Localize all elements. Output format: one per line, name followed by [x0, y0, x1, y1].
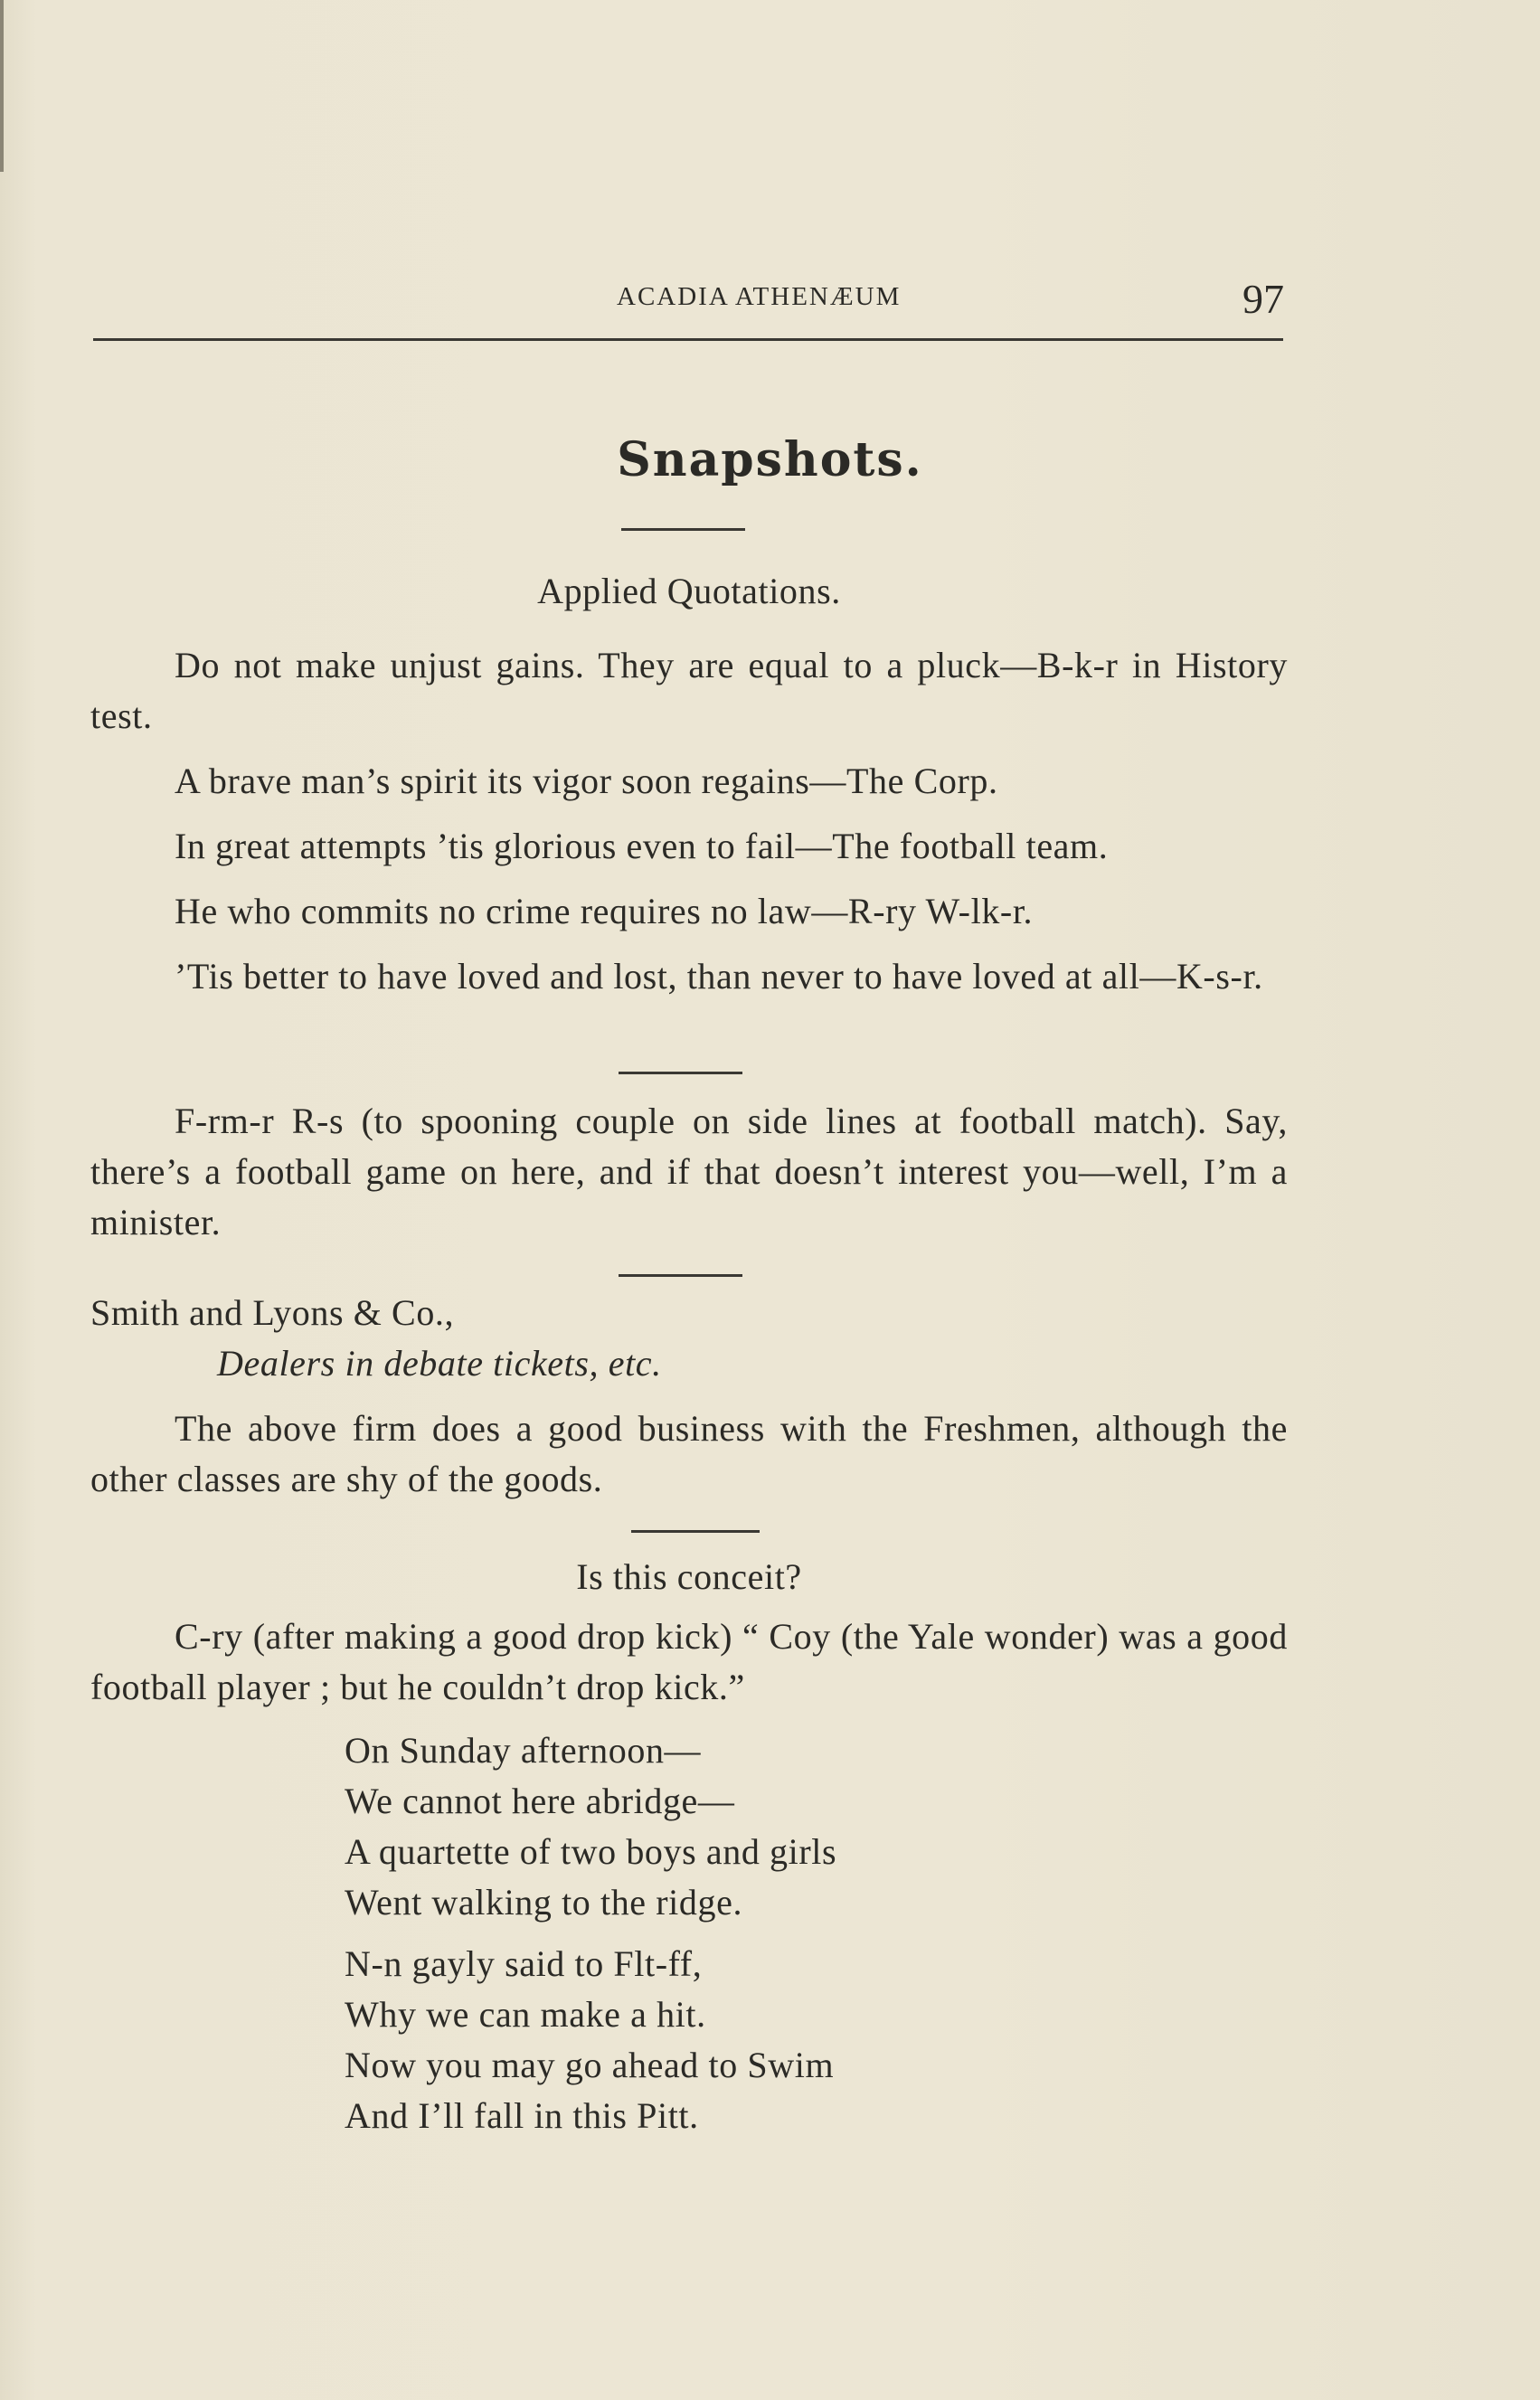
- firm-block: [90, 1288, 1288, 1505]
- firm-name: Smith and Lyons & Co.,: [90, 1292, 455, 1333]
- firm-line: Dealers in debate tickets, etc.: [217, 1343, 662, 1384]
- verse-line: Went walking to the ridge.: [345, 1882, 743, 1923]
- verse-stanza-1: [345, 1725, 1068, 1928]
- verse-line: On Sunday afternoon—: [345, 1730, 702, 1771]
- conceit-heading: Is this conceit?: [576, 1556, 802, 1597]
- quote-2: A brave man’s spirit its vigor soon regains—The Corp.: [175, 761, 998, 801]
- journal-title: ACADIA ATHENÆUM: [617, 282, 902, 311]
- quotations-list: [90, 640, 1288, 1002]
- firm-paragraph: The above firm does a good business with the Freshmen, although the other classes are shy of the goods.: [90, 1408, 1288, 1499]
- divider: [619, 1072, 742, 1074]
- divider: [631, 1530, 760, 1533]
- divider: [619, 1274, 742, 1277]
- minister-paragraph: F-rm-r R-s (to spooning couple on side lines at football match). Say, there’s a football game on here, and if that doesn’t interest you—well, I’m a minister.: [90, 1101, 1288, 1243]
- page-edge: [0, 0, 4, 172]
- verse-line: Why we can make a hit.: [345, 1994, 706, 2035]
- verse-stanza-2: [345, 1939, 1068, 2141]
- page-number: 97: [1242, 276, 1284, 322]
- verse-line: A quartette of two boys and girls: [345, 1831, 837, 1872]
- conceit-paragraph: C-ry (after making a good drop kick) “ Coy (the Yale wonder) was a good football player ; but he couldn’t drop kick.”: [90, 1616, 1288, 1707]
- header-rule: [93, 338, 1283, 341]
- quotations-heading: Applied Quotations.: [537, 571, 841, 611]
- divider: [621, 528, 745, 531]
- verse-line: Now you may go ahead to Swim: [345, 2045, 835, 2085]
- quote-5: ’Tis better to have loved and lost, than never to have loved at all—K-s-r.: [175, 956, 1263, 997]
- quote-3: In great attempts ’tis glorious even to fail—The football team.: [175, 826, 1109, 866]
- page-title: Snapshots.: [617, 432, 923, 487]
- quote-1: Do not make unjust gains. They are equal to a pluck—B-k-r in History test.: [90, 645, 1288, 736]
- running-head: [90, 276, 1284, 335]
- verse-line: N-n gayly said to Flt-ff,: [345, 1943, 703, 1984]
- verse-line: And I’ll fall in this Pitt.: [345, 2095, 699, 2136]
- quote-4: He who commits no crime requires no law—R-ry W-lk-r.: [175, 891, 1034, 931]
- verse-line: We cannot here abridge—: [345, 1781, 735, 1821]
